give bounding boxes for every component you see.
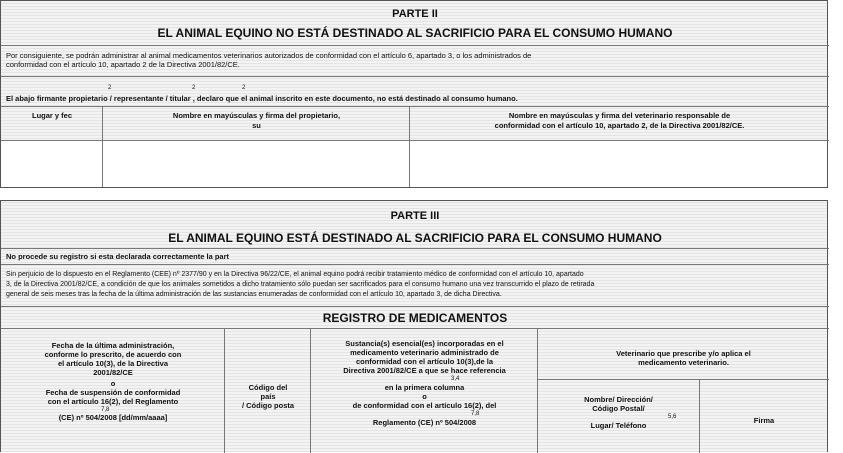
part-ii-declaration <box>1 77 829 107</box>
substance-line: en la primera columna <box>384 383 465 392</box>
part-ii-intro <box>1 46 829 77</box>
part-iii-header <box>1 201 829 249</box>
footnote-marker: 2 <box>192 85 196 91</box>
vet-signature-header <box>699 379 829 453</box>
part-ii-section <box>0 0 828 188</box>
vet-contact-header <box>538 379 700 453</box>
country-code-line: Código del <box>248 383 288 392</box>
vet-name-label-1: Nombre en mayúsculas y firma del veterinario responsable de <box>508 111 731 120</box>
substance-line: Directiva 2001/82/CE a que se hace referencia <box>343 366 506 375</box>
admin-date-line: el artículo 10(3), de la Directiva <box>57 359 169 368</box>
admin-date-line: conforme lo prescrito, de acuerdo con <box>44 350 182 359</box>
part-ii-title: EL ANIMAL EQUINO NO ESTÁ DESTINADO AL SACRIFICIO PARA EL CONSUMO HUMANO <box>157 26 673 40</box>
vet-prescriber-header <box>538 329 829 453</box>
substance-line: Sustancia(s) esencial(es) incorporadas en el <box>345 339 504 348</box>
substance-header <box>311 329 538 453</box>
part-iii-title: EL ANIMAL EQUINO ESTÁ DESTINADO AL SACRIFICIO PARA EL CONSUMO HUMANO <box>168 231 662 245</box>
footnote-marker: 2 <box>108 85 112 91</box>
admin-date-line: Fecha de la última administración, <box>51 341 175 350</box>
footnote-marker: 7,8 <box>101 407 110 413</box>
part-iii-body-line3: general de seis meses tras la fecha de la última administración de las sustancias enumeradas de conformidad con el artículo 10, apartado 3, de dicha Directiva. <box>6 291 502 298</box>
vet-signature-label: Firma <box>753 416 775 425</box>
vet-prescriber-line: Veterinario que prescribe y/o aplica el <box>616 349 751 358</box>
part-ii-label: PARTE II <box>392 8 438 20</box>
part-iii-body <box>1 265 829 307</box>
substance-line: o <box>422 392 427 401</box>
part-ii-header <box>1 1 829 46</box>
country-code-line: país <box>260 392 276 401</box>
register-table-header <box>1 329 829 453</box>
substance-line: conformidad con el artículo 10(3),de la <box>355 357 494 366</box>
no-register-note: No procede su registro si esta declarada correctamente la part <box>6 252 230 261</box>
owner-name-label-2: su <box>252 121 261 130</box>
owner-name-label-1: Nombre en mayúsculas y firma del propietario, <box>172 111 341 120</box>
admin-date-line: o <box>110 379 116 388</box>
part-ii-declaration-text: El abajo firmante propietario / representante / titular , declaro que el animal inscrito en este documento, no está destinado al consumo humano. <box>6 94 518 103</box>
place-date-label: Lugar y fec <box>31 111 72 120</box>
admin-date-line: Fecha de suspensión de conformidad <box>45 388 181 397</box>
part-iii-body-line2: 3, de la Directiva 2001/82/CE, a condición de que los animales sometidos a dicho tratamiento sólo puedan ser sacrificados para el consumo humano una vez transcurrido el plazo de retirada <box>6 281 595 288</box>
register-title: REGISTRO DE MEDICAMENTOS <box>322 311 508 325</box>
owner-name-header <box>103 107 410 140</box>
part-iii-label: PARTE III <box>390 210 440 222</box>
footnote-marker: 5,6 <box>668 414 677 420</box>
vet-signature-field[interactable] <box>410 141 827 187</box>
owner-signature-field[interactable] <box>103 141 410 187</box>
part-iii-no-register <box>1 249 829 265</box>
part-ii-intro-line1: Por consiguiente, se podrán administrar al animal medicamentos veterinarios autorizados de conformidad con el artículo 6, apartado 3, o los administrados de <box>6 51 532 60</box>
footnote-marker: 3,4 <box>451 376 460 382</box>
vet-contact-line: Código Postal/ <box>592 404 645 413</box>
part-ii-column-headers <box>1 107 829 141</box>
vet-contact-line: Nombre/ Dirección/ <box>584 395 653 404</box>
part-ii-signature-row <box>1 141 827 187</box>
place-date-header <box>1 107 103 140</box>
vet-name-header <box>410 107 829 140</box>
admin-date-line: (CE) nº 504/2008 [dd/mm/aaaa] <box>58 413 168 422</box>
substance-line: Reglamento (CE) nº 504/2008 <box>372 418 477 427</box>
part-iii-body-line1: Sin perjuicio de lo dispuesto en el Reglamento (CEE) nº 2377/90 y en la Directiva 96/22/CE, el animal equino podrá recibir tratamiento médico de conformidad con el artículo 10, apartado <box>6 271 584 278</box>
country-postcode-header <box>225 329 311 453</box>
part-ii-intro-line2: conformidad con el artículo 10, apartado 2 de la Directiva 2001/82/CE. <box>6 60 240 69</box>
substance-line: de conformidad con el artículo 16(2), del <box>352 401 497 410</box>
vet-name-label-2: conformidad con el artículo 10, apartado 2, de la Directiva 2001/82/CE. <box>494 121 745 130</box>
vet-prescriber-line: medicamento veterinario. <box>638 358 729 367</box>
register-title-bar <box>1 307 829 329</box>
vet-contact-line: Lugar/ Teléfono <box>590 421 647 430</box>
vet-prescriber-title <box>538 329 829 380</box>
admin-date-line: con el artículo 16(2), del Reglamento <box>47 397 179 406</box>
substance-line: medicamento veterinario administrado de <box>350 348 499 357</box>
footnote-marker: 7,8 <box>471 411 480 417</box>
country-code-line: / Código posta <box>241 401 295 410</box>
footnote-marker: 2 <box>242 85 246 91</box>
part-iii-section <box>0 200 828 452</box>
administration-date-header <box>1 329 225 453</box>
admin-date-line: 2001/82/CE <box>93 368 133 377</box>
place-date-field[interactable] <box>1 141 103 187</box>
